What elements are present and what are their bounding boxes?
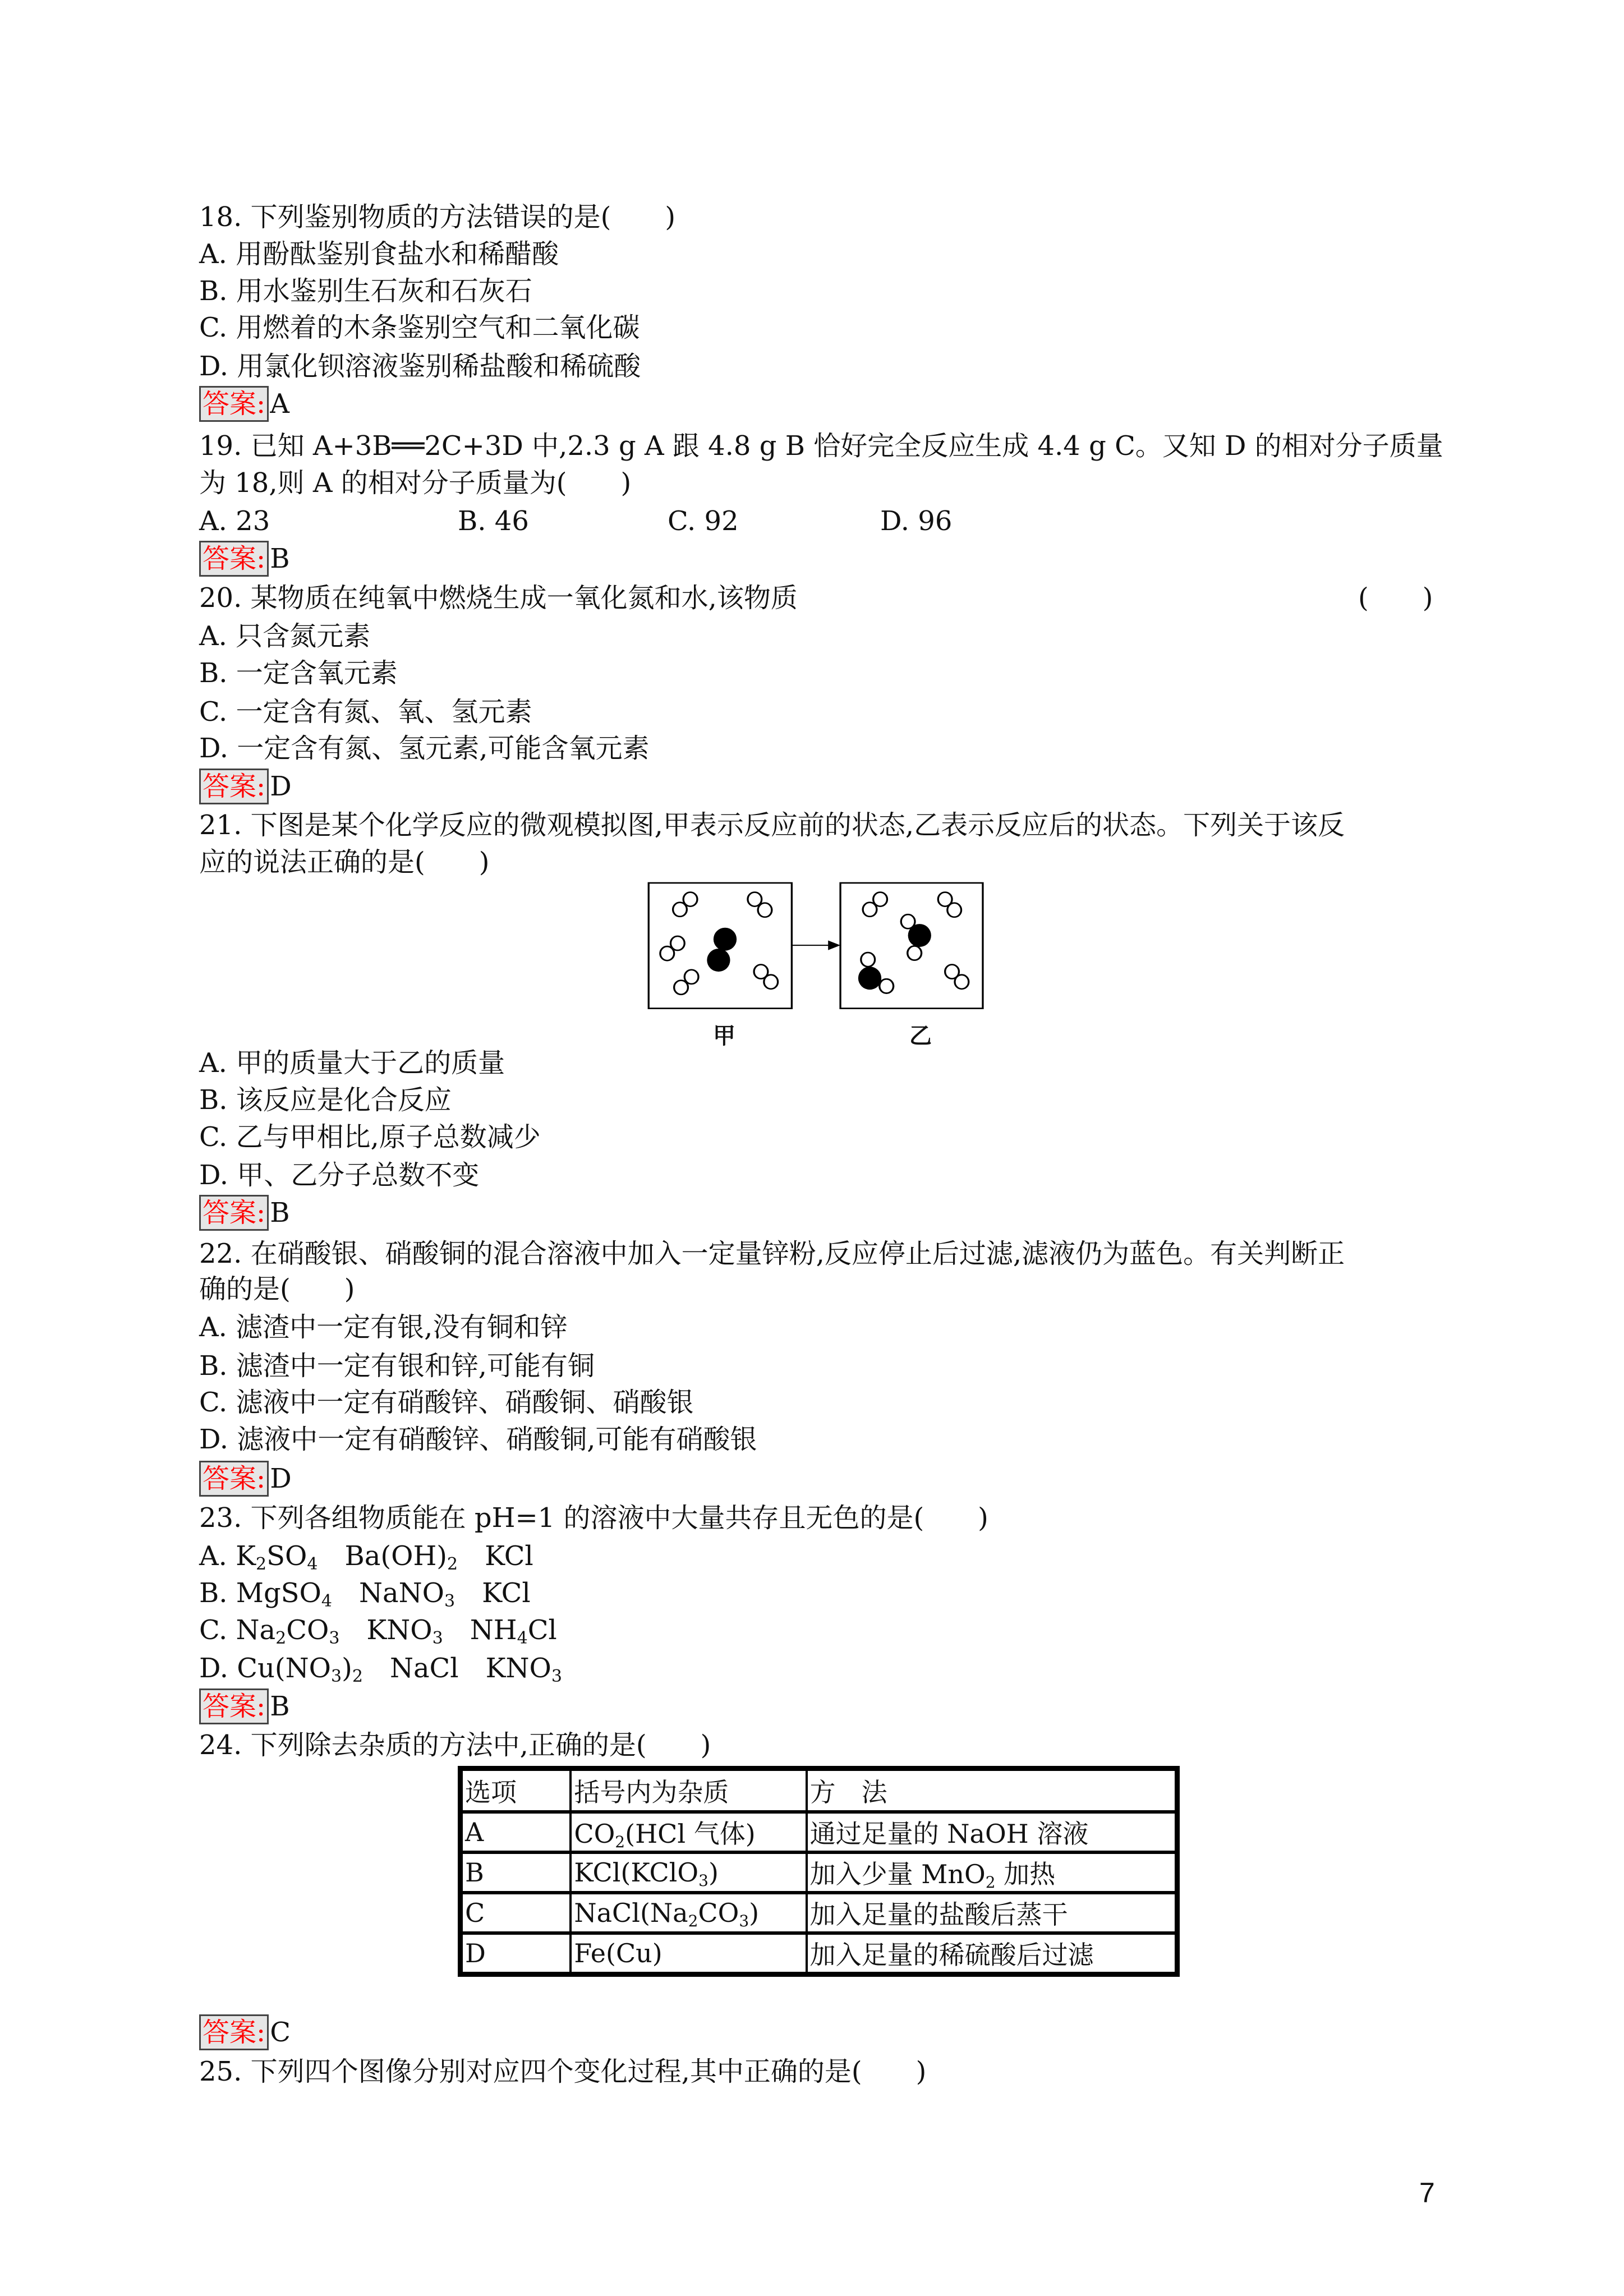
reaction-diagram: [644, 881, 1005, 1055]
white-atom: [955, 975, 969, 989]
question-21-stem: 应的说法正确的是( ): [199, 846, 490, 878]
answer-value: D: [270, 771, 292, 802]
question-18-option-D: D. 用氯化钡溶液鉴别稀盐酸和稀硫酸: [199, 351, 641, 382]
question-21-option-B: B. 该反应是化合反应: [199, 1084, 452, 1116]
subscript: 3: [329, 1628, 340, 1648]
subscript: 3: [432, 1628, 443, 1648]
answer-label-box: 答案:: [199, 541, 269, 577]
table-cell: C: [461, 1893, 571, 1933]
answer-row: [199, 1689, 289, 1724]
black-atom: [858, 967, 881, 990]
subscript: 2: [985, 1873, 996, 1892]
table-cell: 加入足量的盐酸后蒸干: [807, 1893, 1177, 1933]
answer-label-box: 答案:: [199, 1195, 269, 1231]
answer-label-box: 答案:: [199, 769, 269, 804]
question-20-option-C: C. 一定含有氮、氧、氢元素: [199, 696, 532, 728]
question-20-option-A: A. 只含氮元素: [199, 620, 371, 652]
answer-row: [199, 541, 289, 576]
subscript: 3: [739, 1912, 749, 1930]
question-23-option-B: B. MgSO$_4$ NaNO$_3$ KCl: [199, 1577, 531, 1611]
black-atom: [707, 949, 730, 972]
question-20-option-D: D. 一定含有氮、氢元素,可能含氧元素: [199, 733, 650, 764]
question-22-stem: 22. 在硝酸银、硝酸铜的混合溶液中加入一定量锌粉,反应停止后过滤,滤液仍为蓝色。有关判断正: [199, 1238, 1345, 1269]
question-19-stem: 为 18,则 A 的相对分子质量为( ): [199, 467, 632, 499]
answer-row: [199, 769, 292, 804]
white-atom: [863, 903, 877, 917]
question-19-stem: 19. 已知 A+3B══2C+3D 中,2.3 g A 跟 4.8 g B 恰好完全反应生成 4.4 g C。又知 D 的相对分子质量: [199, 430, 1443, 462]
answer-row: [199, 1461, 292, 1496]
subscript: 3: [551, 1667, 562, 1686]
answer-label-box: 答案:: [199, 2014, 269, 2050]
table-cell: D: [461, 1933, 571, 1975]
table-header-row: [461, 1769, 1177, 1812]
answer-label-box: 答案:: [199, 1461, 269, 1497]
white-atom: [947, 903, 961, 917]
table-cell: $CO_2(HCl$ 气体): [571, 1812, 806, 1852]
table-cell: $NaCl(Na_2CO_3)$: [571, 1893, 806, 1933]
question-21-stem: 21. 下图是某个化学反应的微观模拟图,甲表示反应前的状态,乙表示反应后的状态。下列关于该反: [199, 809, 1345, 841]
subscript: 3: [698, 1871, 709, 1890]
white-atom: [764, 975, 778, 989]
question-19-option-D: D. 96: [880, 505, 953, 537]
table-row: [461, 1933, 1177, 1975]
table-row: [461, 1852, 1177, 1893]
question-21-option-D: D. 甲、乙分子总数不变: [199, 1159, 480, 1191]
table-cell: Fe(Cu): [571, 1933, 806, 1975]
question-24-stem: 24. 下列除去杂质的方法中,正确的是( ): [199, 1729, 711, 1761]
question-23-option-C: C. $Na_2CO_3$ $KNO_3$ $NH_4Cl$: [199, 1614, 557, 1648]
table-cell: 加入足量的稀硫酸后过滤: [807, 1933, 1177, 1975]
table-cell: 通过足量的 NaOH 溶液: [807, 1812, 1177, 1852]
answer-row: [199, 2015, 291, 2050]
question-22-option-A: A. 滤渣中一定有银,没有铜和锌: [199, 1312, 568, 1343]
answer-row: [199, 1195, 289, 1230]
question-21-option-C: C. 乙与甲相比,原子总数减少: [199, 1121, 541, 1153]
subscript: 2: [275, 1628, 287, 1648]
subscript: 3: [444, 1591, 456, 1611]
question-20-option-B: B. 一定含氧元素: [199, 657, 398, 689]
table-cell: B: [461, 1852, 571, 1893]
table-row: [461, 1812, 1177, 1852]
white-atom: [748, 892, 762, 907]
question-19-option-A: A. 23: [199, 505, 270, 537]
question-19-option-C: C. 92: [668, 505, 739, 537]
subscript: 2: [352, 1667, 363, 1686]
question-22-option-D: D. 滤液中一定有硝酸锌、硝酸铜,可能有硝酸银: [199, 1424, 757, 1455]
subscript: 2: [447, 1554, 458, 1574]
table-cell: 加入少量 MnO$_2$ 加热: [807, 1852, 1177, 1893]
page-number: 7: [1419, 2177, 1435, 2208]
label-after: 乙: [909, 1023, 932, 1049]
white-atom: [880, 979, 894, 993]
answer-value: D: [270, 1463, 292, 1494]
answer-value: B: [270, 543, 290, 574]
answer-value: B: [270, 1691, 290, 1722]
question-23-option-A: A. $K_2SO_4$ $Ba(OH)_2$ KCl: [199, 1540, 533, 1574]
question-19-option-B: B. 46: [458, 505, 529, 537]
question-22-option-B: B. 滤渣中一定有银和锌,可能有铜: [199, 1350, 595, 1382]
question-25-stem: 25. 下列四个图像分别对应四个变化过程,其中正确的是( ): [199, 2056, 927, 2087]
answer-label-box: 答案:: [199, 1688, 269, 1724]
white-atom: [861, 953, 875, 967]
label-before: 甲: [713, 1023, 735, 1049]
question-22-stem: 确的是( ): [199, 1273, 355, 1305]
white-atom: [684, 970, 698, 984]
subscript: 2: [688, 1912, 698, 1930]
table-row: [461, 1893, 1177, 1933]
white-atom: [908, 946, 922, 960]
answer-label-box: 答案:: [199, 386, 269, 422]
question-18-stem: 18. 下列鉴别物质的方法错误的是( ): [199, 201, 676, 233]
table-header-cell: 方 法: [807, 1769, 1177, 1812]
impurity-removal-table: [458, 1766, 1180, 1977]
subscript: 4: [517, 1628, 528, 1648]
answer-parentheses: ( ): [1358, 582, 1433, 614]
answer-value: C: [270, 2017, 291, 2048]
white-atom: [673, 903, 687, 917]
table-header-cell: 选项: [465, 1777, 517, 1807]
question-18-option-C: C. 用燃着的木条鉴别空气和二氧化碳: [199, 312, 640, 343]
question-18-option-A: A. 用酚酞鉴别食盐水和稀醋酸: [199, 238, 559, 270]
black-atom: [908, 924, 931, 947]
answer-value: B: [270, 1197, 290, 1228]
question-23-stem: 23. 下列各组物质能在 pH=1 的溶液中大量共存且无色的是( ): [199, 1502, 988, 1534]
table-cell: KCl(KClO$_3$): [571, 1852, 806, 1893]
answer-row: [199, 386, 289, 421]
question-23-option-D: D. $Cu(NO_3)_2$ NaCl $KNO_3$: [199, 1653, 562, 1686]
question-21-option-A: A. 甲的质量大于乙的质量: [199, 1047, 505, 1079]
white-atom: [758, 903, 772, 917]
white-atom: [660, 946, 674, 960]
subscript: 2: [615, 1833, 625, 1851]
white-atom: [674, 981, 688, 995]
subscript: 2: [256, 1554, 267, 1574]
table-cell: A: [461, 1812, 571, 1852]
question-18-option-B: B. 用水鉴别生石灰和石灰石: [199, 275, 532, 307]
subscript: 3: [331, 1667, 342, 1686]
question-22-option-C: C. 滤液中一定有硝酸锌、硝酸铜、硝酸银: [199, 1387, 694, 1418]
arrow-head-icon: [828, 941, 840, 950]
table-header-cell: 括号内为杂质: [571, 1769, 806, 1812]
subscript: 4: [307, 1554, 318, 1574]
subscript: 4: [321, 1591, 332, 1611]
answer-value: A: [270, 388, 289, 420]
black-atom: [714, 928, 737, 951]
question-20-stem: 20. 某物质在纯氧中燃烧生成一氧化氮和水,该物质: [199, 582, 798, 614]
